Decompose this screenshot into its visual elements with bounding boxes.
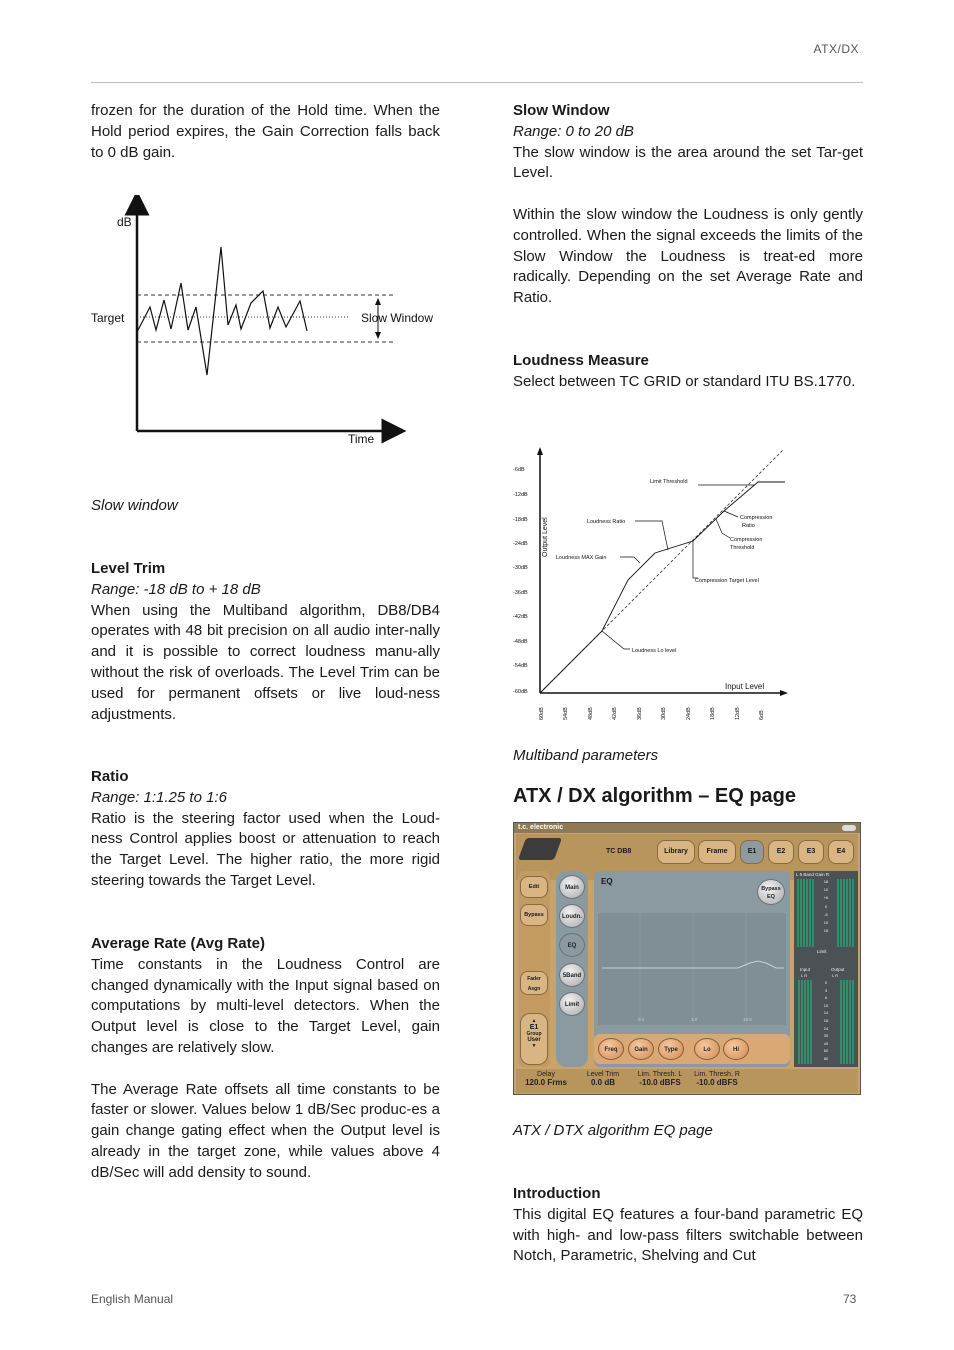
group-user: User bbox=[527, 1037, 541, 1043]
y-tick: -6dB bbox=[513, 467, 525, 473]
page-number: 73 bbox=[843, 1292, 857, 1306]
freq-button[interactable]: Freq bbox=[598, 1038, 624, 1060]
edit-button[interactable]: Edit bbox=[520, 876, 548, 898]
compression-target-label: Compression Target Level bbox=[695, 578, 759, 584]
bypass-eq-label-1: Bypass bbox=[761, 886, 781, 892]
introduction-heading: Introduction bbox=[513, 1185, 601, 1202]
compression-threshold-label-1: Compression bbox=[730, 537, 763, 543]
x-tick: 30dB bbox=[661, 707, 667, 720]
running-header: ATX/DX bbox=[813, 42, 859, 56]
y-axis-title: Output Level bbox=[542, 517, 549, 557]
x-tick: 60dB bbox=[539, 707, 545, 720]
eq-freq-label: 10.0 bbox=[743, 1017, 752, 1022]
tab-e1[interactable]: E1 bbox=[740, 840, 764, 864]
group-label: E1 bbox=[529, 1024, 539, 1031]
y-tick: -36dB bbox=[513, 590, 528, 596]
status-delay: Delay 120.0 Frms bbox=[525, 1071, 567, 1087]
time-label: Time bbox=[348, 432, 375, 446]
type-button[interactable]: Type bbox=[658, 1038, 684, 1060]
eq-page-screenshot bbox=[513, 822, 861, 1095]
header-rule bbox=[91, 82, 863, 83]
bypass-button[interactable]: Bypass bbox=[520, 904, 548, 926]
band-gain-scale: 18 10 +6 0 -6 10 18 bbox=[823, 879, 829, 934]
x-tick: 18dB bbox=[710, 707, 716, 720]
bypass-eq-label-2: EQ bbox=[767, 894, 775, 900]
input-lr-label: L R bbox=[801, 973, 808, 978]
loudness-measure-heading: Loudness Measure bbox=[513, 352, 649, 369]
group-sub: Group bbox=[526, 1031, 542, 1037]
compression-ratio-label-2: Ratio bbox=[742, 523, 755, 529]
level-trim-body: When using the Multiband algorithm, DB8/DB4 operates with 48 bit precision on all audio inter-nally and it is possible to correct loudness manu-ally without the risk of overloads. The Level Trim can be used for permanent offsets or live loud-ness adjustments. bbox=[91, 601, 440, 723]
x-tick: 42dB bbox=[612, 707, 618, 720]
output-lr-label: L R bbox=[832, 973, 839, 978]
y-tick: -30dB bbox=[513, 565, 528, 571]
y-tick: -24dB bbox=[513, 541, 528, 547]
status-level-trim: Level Trim 0.0 dB bbox=[586, 1071, 620, 1087]
slow-window-body1: The slow window is the area around the set Tar-get Level. bbox=[513, 143, 863, 182]
x-tick: 48dB bbox=[588, 707, 594, 720]
signal-waveform bbox=[137, 247, 307, 375]
loudness-measure-body: Select between TC GRID or standard ITU BS.1770. bbox=[513, 372, 856, 390]
slow-window-label: Slow Window bbox=[361, 311, 434, 325]
ui-brand: t.c. electronic bbox=[514, 823, 860, 833]
loudness-measure-section bbox=[513, 351, 863, 393]
eq-freq-label: 0.1 bbox=[638, 1017, 645, 1022]
fader-assign-button[interactable]: Fader Asgn bbox=[520, 971, 548, 995]
slow-window-section bbox=[513, 101, 863, 309]
x-axis-title: Input Level bbox=[725, 682, 765, 691]
slow-window-figure bbox=[88, 195, 443, 447]
avg-rate-body2: The Average Rate offsets all time constants to be faster or slower. Values below 1 dB/Sec produc-es a gain change gating effect when the Output level is already in the target zone, while values above 4 dB/Sec will add density to sound. bbox=[91, 1080, 440, 1181]
avg-rate-body1: Time constants in the Loudness Control are changed dynamically with the Input signal based on computations by multi-level detectors. When the Output level is close to the Target Level, gain changes are relatively slow. bbox=[91, 955, 440, 1056]
slow-window-body2: Within the slow window the Loudness is only gently controlled. When the signal exceeds the limits of the Slow Window the Loudness is treat-ed more radically. Depending on the set Average Rate and Ratio. bbox=[513, 205, 863, 307]
transfer-curve bbox=[540, 482, 785, 693]
window-controls-icon[interactable] bbox=[842, 825, 856, 831]
level-trim-section bbox=[91, 559, 440, 725]
limit-threshold-label: Limit Threshold bbox=[650, 479, 688, 485]
multiband-figure bbox=[510, 445, 790, 725]
compression-threshold-label-2: Threshold bbox=[730, 545, 755, 551]
avg-rate-heading: Average Rate (Avg Rate) bbox=[91, 935, 265, 952]
introduction-section bbox=[513, 1184, 863, 1267]
figure2-caption: Multiband parameters bbox=[513, 747, 659, 764]
y-tick: -18dB bbox=[513, 517, 528, 523]
band-gain-meter-right bbox=[837, 879, 855, 947]
slow-window-heading: Slow Window bbox=[513, 102, 610, 119]
loudness-button[interactable]: Loudn. bbox=[559, 904, 585, 928]
input-meter-label: Input bbox=[800, 967, 811, 972]
limit-meter-label: Limit bbox=[817, 949, 827, 954]
loudness-ratio-label: Loudness Ratio bbox=[587, 519, 626, 525]
lo-button[interactable]: Lo bbox=[694, 1038, 720, 1060]
x-tick: 36dB bbox=[637, 707, 643, 720]
limit-button[interactable]: Limit bbox=[559, 992, 585, 1016]
group-selector[interactable]: ▲ E1 Group User ▼ bbox=[520, 1013, 548, 1065]
level-trim-heading: Level Trim bbox=[91, 560, 166, 577]
output-meter bbox=[840, 980, 854, 1064]
ratio-body: Ratio is the steering factor used when the Loud-ness Control applies boost or attenuation to reach the Target Level. The higher ratio, the more rigid steering towards the Target Level. bbox=[91, 809, 440, 889]
eq-nav-button[interactable]: EQ bbox=[559, 933, 585, 957]
y-tick: -54dB bbox=[513, 663, 528, 669]
tab-e2[interactable]: E2 bbox=[768, 840, 794, 864]
eq-panel-title: EQ bbox=[601, 877, 613, 886]
frame-button[interactable]: Frame bbox=[698, 840, 736, 864]
intro-paragraph: frozen for the duration of the Hold time. When the Hold period expires, the Gain Correction falls back to 0 dB gain. bbox=[91, 102, 440, 161]
level-trim-range: Range: -18 dB to + 18 dB bbox=[91, 580, 261, 598]
bypass-eq-button[interactable] bbox=[757, 879, 785, 905]
x-tick: 6dB bbox=[759, 710, 765, 720]
x-tick: 54dB bbox=[563, 707, 569, 720]
library-button[interactable]: Library bbox=[657, 840, 695, 864]
y-tick: -60dB bbox=[513, 689, 528, 695]
output-meter-label: Output bbox=[831, 967, 845, 972]
y-tick: -42dB bbox=[513, 614, 528, 620]
input-meter bbox=[798, 980, 812, 1064]
eq-freq-label: 1.0 bbox=[691, 1017, 698, 1022]
gain-button[interactable]: Gain bbox=[628, 1038, 654, 1060]
eq-curve-display[interactable] bbox=[598, 913, 786, 1025]
ui-device-name: TC DB8 bbox=[606, 848, 632, 855]
loudness-max-gain-label: Loudness MAX Gain bbox=[556, 555, 607, 561]
y-tick: -12dB bbox=[513, 492, 528, 498]
5band-button[interactable]: 5Band bbox=[559, 963, 585, 987]
y-tick: -48dB bbox=[513, 639, 528, 645]
introduction-body: This digital EQ features a four-band parametric EQ with high- and low-pass filters switchable between Notch, Parametric, Shelving and Cut bbox=[513, 1205, 863, 1265]
eq-section-heading: ATX / DX algorithm – EQ page bbox=[513, 785, 797, 807]
slow-window-range: Range: 0 to 20 dB bbox=[513, 122, 634, 140]
ratio-heading: Ratio bbox=[91, 768, 129, 785]
io-scale: 0 3 6 10 14 18 24 30 40 60 80 bbox=[823, 980, 829, 1061]
band-gain-meter-left bbox=[797, 879, 815, 947]
target-label: Target bbox=[91, 311, 125, 325]
tab-e3[interactable]: E3 bbox=[798, 840, 824, 864]
loudness-lo-label: Loudness Lo level bbox=[632, 648, 677, 654]
db-label: dB bbox=[117, 215, 132, 229]
band-gain-title: L 5 Band Gain R bbox=[796, 872, 830, 877]
hi-button[interactable]: Hi bbox=[723, 1038, 749, 1060]
compression-ratio-label-1: Compression bbox=[740, 515, 773, 521]
eq-figure-caption: ATX / DTX algorithm EQ page bbox=[513, 1122, 713, 1139]
tab-e4[interactable]: E4 bbox=[828, 840, 854, 864]
ratio-range: Range: 1:1.25 to 1:6 bbox=[91, 788, 227, 806]
x-tick: 24dB bbox=[686, 707, 692, 720]
x-tick: 12dB bbox=[735, 707, 741, 720]
main-button[interactable]: Main bbox=[559, 875, 585, 899]
status-lim-thresh-r: Lim. Thresh. R -10.0 dBFS bbox=[694, 1071, 740, 1087]
figure1-caption: Slow window bbox=[91, 497, 178, 514]
footer-manual: English Manual bbox=[91, 1292, 174, 1306]
status-lim-thresh-l: Lim. Thresh. L -10.0 dBFS bbox=[637, 1071, 683, 1087]
ratio-section bbox=[91, 767, 440, 892]
multiband-diagram-group bbox=[513, 447, 788, 720]
avg-rate-section bbox=[91, 934, 440, 1184]
